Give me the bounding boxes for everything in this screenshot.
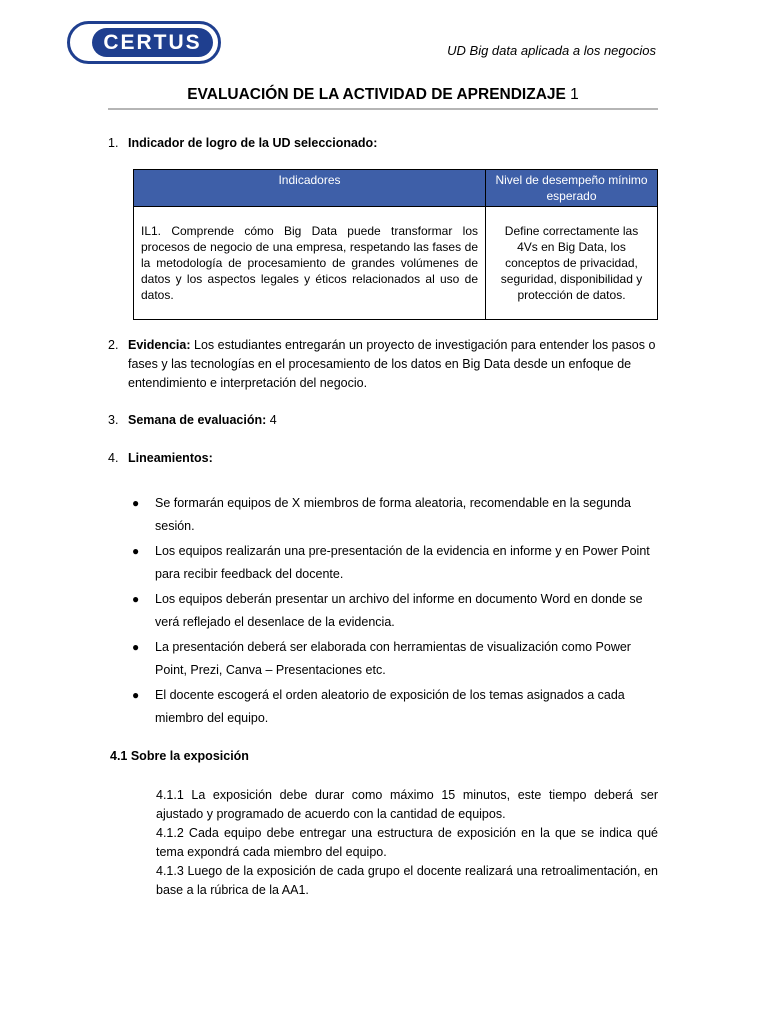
list-item-text: La presentación deberá ser elaborada con herramientas de visualización como Power Point, Prezi, Canva – Presentaciones etc.: [155, 640, 631, 677]
section-3: [108, 411, 658, 430]
section-label: Evidencia:: [128, 338, 191, 352]
subsection-title: 4.1 Sobre la exposición: [110, 749, 249, 763]
section-label: Semana de evaluación:: [128, 413, 267, 427]
list-item: [130, 636, 658, 682]
list-item: [130, 588, 658, 634]
bullet-icon: ●: [132, 496, 140, 510]
performance-cell: Define correctamente las 4Vs en Big Data, los conceptos de privacidad, seguridad, disponibilidad y protección de datos.: [486, 207, 658, 320]
list-item-text: Se formarán equipos de X miembros de forma aleatoria, recomendable en la segunda sesión.: [155, 496, 631, 533]
bullet-icon: ●: [132, 640, 140, 654]
bullet-icon: ●: [132, 688, 140, 702]
title-text: EVALUACIÓN DE LA ACTIVIDAD DE APRENDIZAJE: [187, 86, 566, 103]
guidelines-list: [130, 492, 658, 732]
logo-text: CERTUS: [92, 28, 213, 57]
section-label: Indicador de logro de la UD seleccionado:: [128, 136, 378, 150]
section-number: 4.: [108, 451, 119, 465]
subsection-items: [156, 786, 658, 900]
title-number: 1: [570, 86, 579, 103]
section-number: 1.: [108, 136, 119, 150]
section-value: 4: [266, 413, 277, 427]
course-name: UD Big data aplicada a los negocios: [447, 43, 656, 58]
section-number: 3.: [108, 413, 119, 427]
certus-logo: [67, 21, 221, 64]
list-item: [130, 540, 658, 586]
indicator-cell: IL1. Comprende cómo Big Data puede transformar los procesos de negocio de una empresa, respetando las fases de la metodología de procesamiento de grandes volúmenes de datos y los aspectos legales y éticos relacionados al uso de datos.: [134, 207, 486, 320]
subsection-item: 4.1.3 Luego de la exposición de cada grupo el docente realizará una retroalimentación, en base a la rúbrica de la AA1.: [156, 864, 658, 897]
subsection-item: 4.1.1 La exposición debe durar como máximo 15 minutos, este tiempo deberá ser ajustado y programado de acuerdo con la cantidad de equipos.: [156, 788, 658, 821]
list-item: [130, 684, 658, 730]
subsection-item: 4.1.2 Cada equipo debe entregar una estructura de exposición en la que se indica qué tema expondrá cada miembro del equipo.: [156, 826, 658, 859]
section-text: Los estudiantes entregarán un proyecto de investigación para entender los pasos o fases y las tecnologías en el procesamiento de los datos en Big Data desde un enfoque de entendimiento e interpretación del negocio.: [128, 338, 656, 390]
list-item-text: Los equipos deberán presentar un archivo del informe en documento Word en donde se verá reflejado el desenlace de la evidencia.: [155, 592, 643, 629]
list-item: [130, 492, 658, 538]
list-item-text: El docente escogerá el orden aleatorio de exposición de los temas asignados a cada miembro del equipo.: [155, 688, 625, 725]
title-divider: [108, 108, 658, 110]
document-title: [108, 86, 658, 104]
section-4-heading: [108, 449, 658, 468]
list-item-text: Los equipos realizarán una pre-presentación de la evidencia en informe y en Power Point para recibir feedback del docente.: [155, 544, 650, 581]
table-row: [134, 207, 658, 320]
section-label: Lineamientos:: [128, 451, 213, 465]
header-nivel-desempeno: Nivel de desempeño mínimo esperado: [486, 170, 658, 207]
bullet-icon: ●: [132, 544, 140, 558]
header-indicadores: Indicadores: [134, 170, 486, 207]
section-1-heading: [108, 134, 658, 153]
section-2: [108, 336, 658, 393]
section-number: 2.: [108, 338, 119, 352]
bullet-icon: ●: [132, 592, 140, 606]
table-header-row: [134, 170, 658, 207]
indicators-table: [133, 169, 658, 320]
